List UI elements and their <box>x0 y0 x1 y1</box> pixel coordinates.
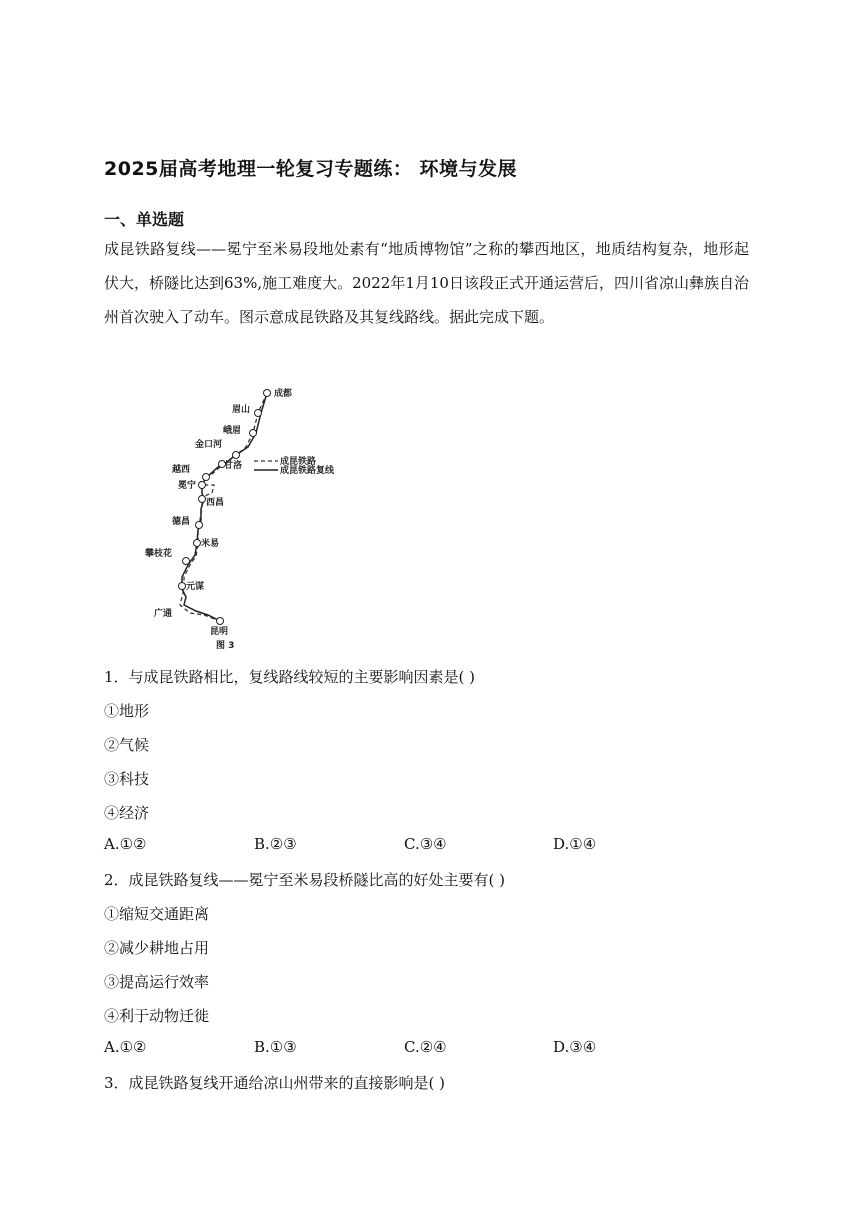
station-marker <box>203 474 210 481</box>
station-label: 元谋 <box>186 582 205 592</box>
option-d[interactable]: D.①④ <box>553 835 597 853</box>
station-label: 昆明 <box>210 627 229 637</box>
station-label: 甘洛 <box>224 461 243 471</box>
station-label: 金口河 <box>195 440 223 450</box>
railway-map <box>140 375 360 655</box>
option-c[interactable]: C.③④ <box>404 835 447 853</box>
station-label: 成都 <box>274 389 293 399</box>
station-marker <box>196 522 203 529</box>
question-item: ②减少耕地占用 <box>104 939 210 957</box>
option-b[interactable]: B.①③ <box>254 1038 297 1056</box>
question-item: ①缩短交通距离 <box>104 905 210 923</box>
station-label: 冕宁 <box>178 481 197 491</box>
station-label: 西昌 <box>206 498 225 508</box>
station-marker <box>194 540 201 547</box>
option-a[interactable]: A.①② <box>104 1038 147 1056</box>
station-marker <box>217 618 224 625</box>
station-marker <box>233 452 240 459</box>
question-item: ③提高运行效率 <box>104 973 210 991</box>
question-item: ④经济 <box>104 804 150 822</box>
legend-label: 成昆铁路 <box>280 457 317 467</box>
station-marker <box>183 558 190 565</box>
option-c[interactable]: C.②④ <box>404 1038 447 1056</box>
station-marker <box>199 496 206 503</box>
station-label: 米易 <box>201 539 220 549</box>
legend-label: 成昆铁路复线 <box>280 466 335 476</box>
question-item: ①地形 <box>104 702 150 720</box>
passage-text: 成昆铁路复线——冕宁至米易段地处素有“地质博物馆”之称的攀西地区，地质结构复杂，地形起伏大，桥隧比达到63%,施工难度大。2022年1月10日该段正式开通运营后，四川省凉山彝族自治州首次驶入了动车。图示意成昆铁路及其复线路线。据此完成下题。 <box>104 240 749 326</box>
section-heading: 一、单选题 <box>104 210 185 229</box>
station-label: 广通 <box>154 609 173 619</box>
station-marker <box>250 430 257 437</box>
question-item: ②气候 <box>104 736 150 754</box>
station-label: 攀枝花 <box>145 549 173 559</box>
station-label: 峨眉 <box>223 426 242 436</box>
document-title: 2025届高考地理一轮复习专题练： 环境与发展 <box>104 158 517 180</box>
station-marker <box>264 390 271 397</box>
option-b[interactable]: B.②③ <box>254 835 297 853</box>
question-item: ④利于动物迁徙 <box>104 1007 210 1025</box>
station-marker <box>179 583 186 590</box>
question-stem: 3．成昆铁路复线开通给凉山州带来的直接影响是( ) <box>104 1074 446 1092</box>
option-d[interactable]: D.③④ <box>553 1038 597 1056</box>
station-label: 德昌 <box>172 517 191 527</box>
station-label: 眉山 <box>232 405 251 415</box>
question-item: ③科技 <box>104 770 150 788</box>
station-marker <box>199 482 206 489</box>
station-label: 越西 <box>172 465 191 475</box>
question-stem: 1．与成昆铁路相比，复线路线较短的主要影响因素是( ) <box>104 668 476 686</box>
question-stem: 2．成昆铁路复线——冕宁至米易段桥隧比高的好处主要有( ) <box>104 871 506 889</box>
map-caption: 图 3 <box>216 641 235 651</box>
station-marker <box>255 410 262 417</box>
option-a[interactable]: A.①② <box>104 835 147 853</box>
